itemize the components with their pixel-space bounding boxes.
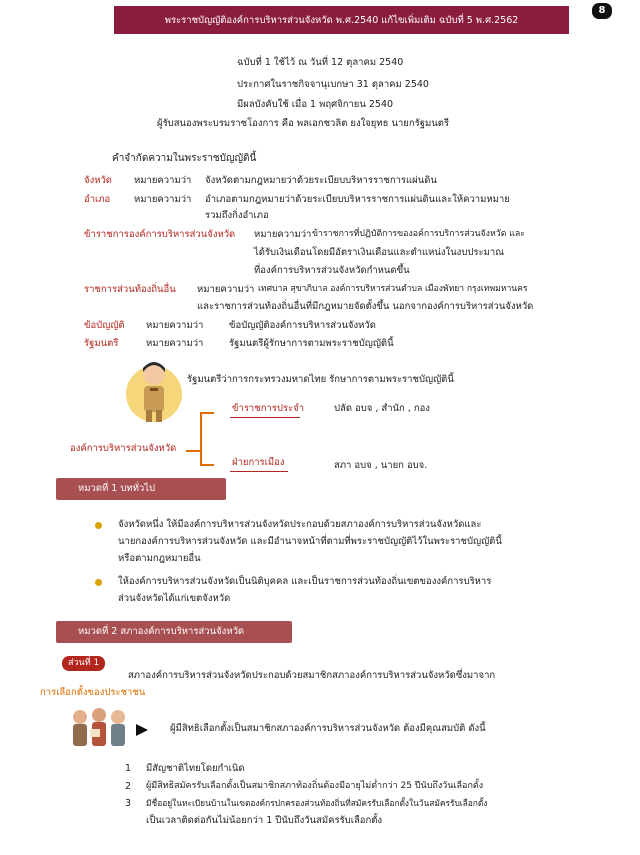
voters-illustration [68, 703, 130, 751]
def-prefix: หมายความว่า [197, 284, 255, 295]
condition-number: 3 [125, 798, 132, 809]
def-text-cont: รวมถึงกิ่งอำเภอ [205, 210, 269, 221]
chapter1-bullet2-line1: ให้องค์การบริหารส่วนจังหวัดเป็นนิติบุคคล และเป็นราชการส่วนท้องถิ่นเขตของงค์การบริหาร [118, 576, 492, 587]
def-prefix: หมายความว่า [146, 338, 204, 349]
structure-bracket [200, 412, 214, 466]
structure-connector [186, 450, 200, 452]
condition-number: 2 [125, 781, 132, 792]
def-term-minister: รัฐมนตรี [84, 338, 119, 349]
def-text: อำเภอตามกฎหมายว่าด้วยระเบียบบริหารราชการแผ่นดินและให้ความหมาย [205, 194, 510, 205]
def-term-ordinance: ข้อบัญญัติ [84, 320, 125, 331]
condition-text-cont: เป็นเวลาติดต่อกันไม่น้อยกว่า 1 ปีนับถึงวันสมัครรับเลือกตั้ง [146, 815, 383, 826]
law-info-line4: ผู้รับสนองพระบรมราชโองการ คือ พลเอกชวลิต ยงใจยุทธ นายกรัฐมนตรี [157, 118, 449, 129]
condition-text: มีชื่ออยู่ในทะเบียนบ้านในเขตองค์กรปกครองส่วนท้องถิ่นที่สมัครรับเลือกตั้งในวันสมัครรับเลือกตั้ง [146, 798, 488, 808]
law-info-line1: ฉบับที่ 1 ใช้ไว้ ณ วันที่ 12 ตุลาคม 2540 [237, 57, 404, 68]
voter-qualifications-heading: ผู้มีสิทธิเลือกตั้งเป็นสมาชิกสภาองค์การบริหารส่วนจังหวัด ต้องมีคุณสมบัติ ดังนี้ [170, 723, 486, 734]
definitions-heading: คำจำกัดความในพระราชบัญญัตินี้ [112, 153, 257, 164]
bullet-dot [95, 522, 102, 529]
def-prefix: หมายความว่า [254, 229, 312, 240]
chapter1-bullet1-line3: หรือตามกฎหมายอื่น [118, 553, 201, 564]
chapter2-intro-line2: การเลือกตั้งของประชาชน [40, 687, 146, 698]
def-term-province: จังหวัด [84, 175, 112, 186]
arrow-right-icon [135, 722, 149, 741]
def-text: จังหวัดตามกฎหมายว่าด้วยระเบียบบริหารราชการแผ่นดิน [205, 175, 437, 186]
def-prefix: หมายความว่า [134, 175, 192, 186]
def-text-cont: ได้รับเงินเดือนโดยมีอัตราเงินเดือนและตำแหน่งในงบประมาณ [254, 247, 505, 258]
def-text: ข้อบัญญัติองค์การบริหารส่วนจังหวัด [229, 320, 376, 331]
chapter2-title-band [56, 621, 292, 643]
def-text: ข้าราชการที่ปฏิบัติการของอค์การบริการส่วนจังหวัด และ [312, 229, 526, 239]
chapter1-bullet1-line1: จังหวัดหนึ่ง ให้มีองค์การบริหารส่วนจังหวัดประกอบด้วยสภาองค์การบริหารส่วนจังหวัดและ [118, 519, 482, 530]
document-header-banner [114, 6, 569, 34]
def-text-cont2: ที่องค์การบริหารส่วนจังหวัดกำหนดขึ้น [254, 265, 410, 276]
page-number-badge: 8 [592, 3, 612, 19]
divider [230, 471, 288, 472]
structure-branch-permanent: ข้าราชการประจำ [232, 403, 305, 414]
bullet-dot [95, 579, 102, 586]
structure-root: องค์การบริหารส่วนจังหวัด [70, 443, 177, 454]
def-prefix: หมายความว่า [146, 320, 204, 331]
chapter1-title-band [56, 478, 226, 500]
def-text: รัฐมนตรีผู้รักษาการตามพระราชบัญญัตินี้ [229, 338, 394, 349]
minister-note: รัฐมนตรีว่าการกระทรวงมหาดไทย รักษาการตามพระราชบัญญัตินี้ [187, 374, 454, 385]
def-text-cont: และราชการส่วนท้องถิ่นอื่นที่มีกฎหมายจัดตั้งขึ้น นอกจากองค์การบริหารส่วนจังหวัด [197, 301, 534, 312]
chapter1-bullet2-line2: ส่วนจังหวัดได้แก่เขตจังหวัด [118, 593, 231, 604]
section-tag: ส่วนที่ 1 [62, 656, 105, 671]
officer-illustration [124, 348, 184, 424]
chapter2-title: หมวดที่ 2 สภาองค์การบริหารส่วนจังหวัด [78, 626, 245, 637]
def-term-district: อำเภอ [84, 194, 111, 205]
chapter2-intro-line1: สภาองค์การบริหารส่วนจังหวัดประกอบด้วยสมาชิกสภาองค์การบริหารส่วนจังหวัดซึ่งมาจาก [128, 670, 496, 681]
structure-desc-permanent: ปลัด อบจ , สำนัก , กอง [334, 403, 430, 414]
condition-text: มีสัญชาติไทยโดยกำเนิด [146, 763, 245, 774]
chapter1-title: หมวดที่ 1 บททั่วไป [78, 483, 156, 494]
def-term-local-admin: ราชการส่วนท้องถิ่นอื่น [84, 284, 176, 295]
condition-number: 1 [125, 763, 132, 774]
def-prefix: หมายความว่า [134, 194, 192, 205]
structure-branch-political: ฝ่ายการเมือง [232, 457, 285, 468]
def-term-pao-official: ข้าราชการองค์การบริหารส่วนจังหวัด [84, 229, 236, 240]
law-info-line3: มีผลบังคับใช้ เมื่อ 1 พฤศจิกายน 2540 [237, 99, 394, 110]
law-info-line2: ประกาศในราชกิจจานุเบกษา 31 ตุลาคม 2540 [237, 79, 429, 90]
chapter1-bullet1-line2: นายกองค์การบริหารส่วนจังหวัด และมีอำนาจหน้าที่ตามที่พระราชบัญญัติไว้ในพระราชบัญญัตินี้ [118, 536, 502, 547]
structure-desc-political: สภา อบจ , นายก อบจ. [334, 460, 428, 471]
divider [230, 417, 300, 418]
def-text: เทศบาล สุขาภิบาล องค์การบริหารส่วนตำบล เมืองพัทยา กรุงเทพมหานคร [258, 284, 528, 294]
document-header-title: พระราชบัญญัติองค์การบริหารส่วนจังหวัด พ.ศ.2540 แก้ไขเพิ่มเติม ฉบับที่ 5 พ.ศ.2562 [164, 14, 519, 26]
condition-text: ผู้มีสิทธิสมัครรับเลือกตั้งเป็นสมาชิกสภาท้องถิ่นต้องมีอายุไม่ต่ำกว่า 25 ปีนับถึงวันเลือกตั้ง [146, 781, 484, 791]
